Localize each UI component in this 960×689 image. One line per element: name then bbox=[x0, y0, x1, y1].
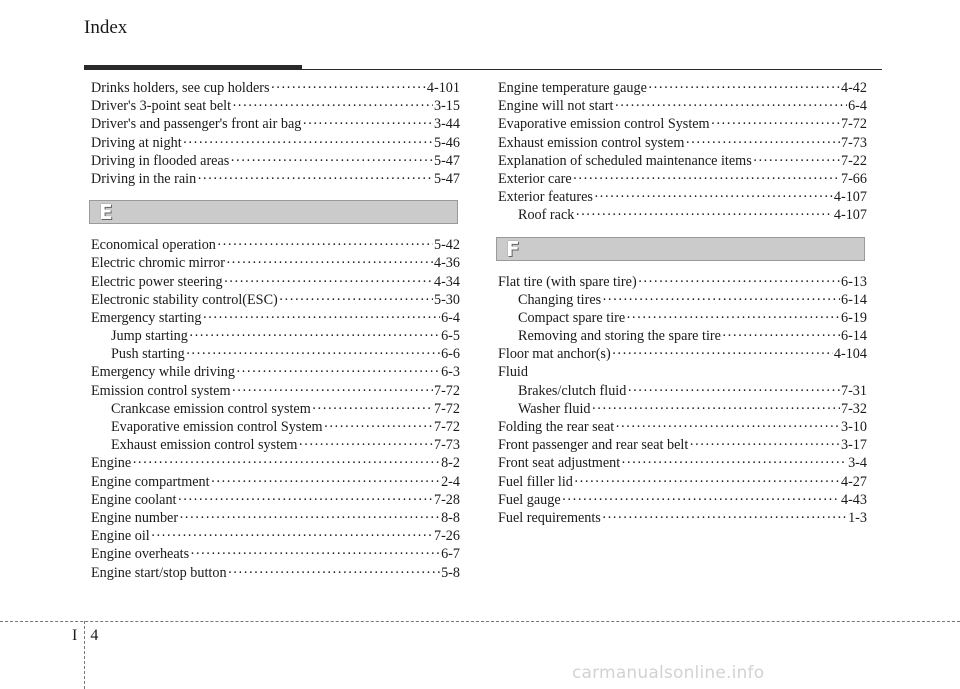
entry-page: 6-6 bbox=[441, 346, 460, 363]
leader-dots bbox=[602, 509, 847, 527]
section-letter: E bbox=[99, 200, 113, 225]
index-entry bbox=[498, 327, 867, 345]
entry-page: 5-30 bbox=[433, 291, 460, 308]
page-section: I bbox=[72, 627, 78, 644]
index-entry bbox=[91, 545, 460, 563]
index-entry bbox=[498, 206, 867, 224]
index-entry bbox=[91, 170, 460, 188]
entry-page: 4-27 bbox=[840, 473, 867, 490]
leader-dots bbox=[685, 134, 840, 152]
leader-dots bbox=[298, 436, 433, 454]
entry-label: Exhaust emission control system bbox=[498, 134, 685, 151]
entry-page: 6-13 bbox=[840, 273, 867, 290]
entry-page: 8-8 bbox=[441, 509, 460, 526]
entry-label: Fuel gauge bbox=[498, 491, 561, 508]
entry-label: Engine start/stop button bbox=[91, 564, 227, 581]
leader-dots bbox=[186, 345, 440, 363]
entry-label: Folding the rear seat bbox=[498, 419, 615, 435]
leader-dots bbox=[324, 418, 433, 436]
entry-page: 4-43 bbox=[840, 491, 867, 508]
entry-label: Electronic stability control(ESC) bbox=[91, 291, 278, 308]
leader-dots bbox=[614, 97, 847, 115]
entry-page: 4-36 bbox=[433, 255, 460, 272]
leader-dots bbox=[230, 152, 433, 170]
entry-label: Emergency while driving bbox=[91, 364, 235, 381]
leader-dots bbox=[722, 327, 840, 345]
left-entries-section bbox=[91, 236, 460, 582]
index-entry bbox=[498, 473, 867, 491]
leader-dots bbox=[302, 115, 433, 133]
entry-label: Push starting bbox=[111, 346, 185, 363]
page-number bbox=[72, 627, 98, 645]
index-entry bbox=[498, 170, 867, 188]
index-entry bbox=[91, 491, 460, 509]
leader-dots bbox=[627, 382, 840, 400]
leader-dots bbox=[638, 273, 840, 291]
leader-dots bbox=[621, 454, 847, 472]
leader-dots bbox=[612, 345, 833, 363]
entry-page: 2-4 bbox=[441, 473, 460, 490]
index-entry bbox=[91, 345, 460, 363]
leader-dots bbox=[312, 400, 433, 418]
index-entry bbox=[91, 564, 460, 582]
leader-dots bbox=[753, 152, 840, 170]
index-entry bbox=[91, 418, 460, 436]
entry-label: Jump starting bbox=[111, 328, 188, 345]
right-entries-section bbox=[498, 273, 867, 528]
leader-dots bbox=[575, 206, 833, 224]
leader-dots bbox=[202, 309, 440, 327]
entry-label: Fuel filler lid bbox=[498, 473, 573, 490]
leader-dots bbox=[279, 291, 433, 309]
right-entries-top bbox=[498, 79, 867, 225]
entry-page: 7-72 bbox=[433, 382, 460, 399]
leader-dots bbox=[232, 97, 433, 115]
entry-label: Evaporative emission control System bbox=[498, 116, 710, 133]
entry-page: 7-73 bbox=[840, 134, 867, 151]
index-entry bbox=[498, 491, 867, 509]
entry-label: Exterior features bbox=[498, 189, 593, 206]
entry-label: Drinks holders, see cup holders bbox=[91, 80, 270, 96]
leader-dots bbox=[615, 418, 840, 436]
entry-page: 6-14 bbox=[840, 328, 867, 345]
leader-dots bbox=[271, 79, 426, 97]
entry-page: 7-32 bbox=[840, 400, 867, 417]
index-entry bbox=[498, 400, 867, 418]
index-entry bbox=[498, 363, 867, 381]
watermark: carmanualsonline.info bbox=[572, 663, 765, 683]
index-entry bbox=[498, 509, 867, 527]
entry-page: 7-28 bbox=[433, 491, 460, 508]
entry-label: Changing tires bbox=[518, 291, 602, 308]
entry-label: Emergency starting bbox=[91, 309, 202, 326]
index-entry bbox=[91, 509, 460, 527]
entry-page: 3-15 bbox=[433, 98, 460, 115]
leader-dots bbox=[711, 115, 840, 133]
entry-label: Explanation of scheduled maintenance items bbox=[498, 152, 752, 169]
index-entry bbox=[91, 309, 460, 327]
entry-label: Electric power steering bbox=[91, 273, 223, 290]
entry-page: 4-42 bbox=[840, 80, 867, 96]
entry-page: 7-72 bbox=[433, 400, 460, 417]
entry-page: 7-26 bbox=[433, 528, 460, 545]
entry-label: Floor mat anchor(s) bbox=[498, 346, 611, 363]
entry-label: Flat tire (with spare tire) bbox=[498, 273, 637, 290]
index-entry bbox=[91, 473, 460, 491]
entry-label: Engine bbox=[91, 455, 132, 472]
entry-label: Driver's and passenger's front air bag bbox=[91, 116, 302, 133]
index-entry bbox=[91, 79, 460, 97]
index-entry bbox=[498, 345, 867, 363]
page-index: 4 bbox=[90, 627, 99, 644]
leader-dots bbox=[217, 236, 433, 254]
entry-page: 7-72 bbox=[840, 116, 867, 133]
index-entry bbox=[498, 436, 867, 454]
index-entry bbox=[498, 97, 867, 115]
index-column-left bbox=[91, 79, 460, 582]
leader-dots bbox=[211, 473, 440, 491]
entry-label: Driver's 3-point seat belt bbox=[91, 98, 232, 115]
entry-label: Exterior care bbox=[498, 170, 572, 187]
index-entry bbox=[498, 115, 867, 133]
entry-page: 5-47 bbox=[433, 170, 460, 187]
leader-dots bbox=[562, 491, 840, 509]
index-entry bbox=[91, 454, 460, 472]
leader-dots bbox=[179, 509, 440, 527]
entry-label: Emission control system bbox=[91, 382, 231, 399]
entry-label: Brakes/clutch fluid bbox=[518, 382, 627, 399]
leader-dots bbox=[189, 327, 440, 345]
entry-label: Removing and storing the spare tire bbox=[518, 328, 721, 345]
entry-label: Engine number bbox=[91, 509, 179, 526]
entry-label: Engine will not start bbox=[498, 98, 614, 115]
index-entry bbox=[91, 291, 460, 309]
index-entry bbox=[498, 309, 867, 327]
leader-dots bbox=[236, 363, 440, 381]
entry-label: Washer fluid bbox=[518, 400, 591, 417]
entry-page: 7-73 bbox=[433, 437, 460, 454]
entry-page: 7-31 bbox=[840, 382, 867, 399]
entry-label: Crankcase emission control system bbox=[111, 400, 311, 417]
entry-label: Front passenger and rear seat belt bbox=[498, 437, 689, 454]
entry-label: Engine overheats bbox=[91, 546, 190, 563]
index-entry bbox=[91, 363, 460, 381]
index-entry bbox=[498, 454, 867, 472]
index-entry bbox=[91, 134, 460, 152]
entry-label: Engine temperature gauge bbox=[498, 80, 647, 96]
entry-page: 8-2 bbox=[441, 455, 460, 472]
entry-page: 3-44 bbox=[433, 116, 460, 133]
leader-dots bbox=[689, 436, 840, 454]
entry-page: 4-34 bbox=[433, 273, 460, 290]
index-entry bbox=[498, 79, 867, 97]
index-entry bbox=[91, 236, 460, 254]
entry-page: 7-66 bbox=[840, 170, 867, 187]
entry-page: 6-4 bbox=[848, 98, 867, 115]
index-entry bbox=[498, 418, 867, 436]
entry-label: Front seat adjustment bbox=[498, 455, 621, 472]
leader-dots bbox=[190, 545, 440, 563]
entry-page: 4-107 bbox=[833, 189, 867, 206]
entry-label: Compact spare tire bbox=[518, 309, 626, 326]
entry-page: 4-107 bbox=[833, 207, 867, 224]
entry-label: Exhaust emission control system bbox=[111, 437, 298, 454]
entry-page: 4-101 bbox=[426, 80, 460, 96]
title-rule bbox=[84, 69, 882, 70]
entry-page: 6-7 bbox=[441, 546, 460, 563]
entry-page: 5-8 bbox=[441, 564, 460, 581]
leader-dots bbox=[232, 382, 433, 400]
index-entry bbox=[498, 382, 867, 400]
entry-page: 5-46 bbox=[433, 134, 460, 151]
entry-label: Driving at night bbox=[91, 134, 182, 151]
index-entry bbox=[91, 273, 460, 291]
entry-page: 3-10 bbox=[840, 419, 867, 435]
entry-page: 3-17 bbox=[840, 437, 867, 454]
leader-dots bbox=[132, 454, 440, 472]
entry-label: Economical operation bbox=[91, 237, 216, 254]
index-entry bbox=[498, 273, 867, 291]
leader-dots bbox=[151, 527, 433, 545]
leader-dots bbox=[592, 400, 840, 418]
index-entry bbox=[91, 382, 460, 400]
entry-page: 7-72 bbox=[433, 419, 460, 435]
leader-dots bbox=[602, 291, 840, 309]
section-header-f bbox=[496, 237, 865, 261]
entry-label: Fluid bbox=[498, 364, 528, 381]
entry-page: 1-3 bbox=[848, 509, 867, 526]
leader-dots bbox=[626, 309, 840, 327]
index-entry bbox=[498, 188, 867, 206]
entry-label: Electric chromic mirror bbox=[91, 255, 225, 272]
entry-label: Driving in the rain bbox=[91, 170, 197, 187]
footer-rule bbox=[0, 621, 960, 622]
leader-dots bbox=[594, 188, 833, 206]
entry-page: 6-4 bbox=[441, 309, 460, 326]
entry-page: 7-22 bbox=[840, 152, 867, 169]
entry-page: 5-47 bbox=[433, 152, 460, 169]
leader-dots bbox=[224, 273, 433, 291]
index-entry bbox=[91, 327, 460, 345]
left-entries-top bbox=[91, 79, 460, 188]
index-entry bbox=[91, 254, 460, 272]
entry-page: 6-14 bbox=[840, 291, 867, 308]
leader-dots bbox=[228, 564, 441, 582]
index-entry bbox=[91, 115, 460, 133]
leader-dots bbox=[226, 254, 433, 272]
leader-dots bbox=[197, 170, 433, 188]
entry-page: 6-5 bbox=[441, 328, 460, 345]
entry-label: Engine compartment bbox=[91, 473, 210, 490]
index-entry bbox=[498, 134, 867, 152]
leader-dots bbox=[648, 79, 840, 97]
index-entry bbox=[91, 152, 460, 170]
index-column-right bbox=[498, 79, 867, 527]
index-entry bbox=[91, 97, 460, 115]
entry-label: Fuel requirements bbox=[498, 509, 601, 526]
entry-label: Engine coolant bbox=[91, 491, 177, 508]
index-entry bbox=[91, 527, 460, 545]
index-entry bbox=[498, 291, 867, 309]
entry-label: Driving in flooded areas bbox=[91, 152, 230, 169]
section-header-e bbox=[89, 200, 458, 224]
entry-page: 6-3 bbox=[441, 364, 460, 381]
leader-dots bbox=[178, 491, 433, 509]
entry-page: 6-19 bbox=[840, 309, 867, 326]
leader-dots bbox=[183, 134, 433, 152]
entry-page: 5-42 bbox=[433, 237, 460, 254]
index-entry bbox=[91, 436, 460, 454]
entry-label: Roof rack bbox=[518, 207, 575, 224]
leader-dots bbox=[574, 473, 840, 491]
index-entry bbox=[91, 400, 460, 418]
leader-dots bbox=[573, 170, 840, 188]
entry-label: Evaporative emission control System bbox=[111, 419, 323, 435]
entry-page: 4-104 bbox=[833, 346, 867, 363]
entry-label: Engine oil bbox=[91, 528, 150, 545]
index-entry bbox=[498, 152, 867, 170]
section-letter: F bbox=[506, 236, 520, 261]
page-title: Index bbox=[84, 17, 128, 38]
entry-page: 3-4 bbox=[848, 455, 867, 472]
